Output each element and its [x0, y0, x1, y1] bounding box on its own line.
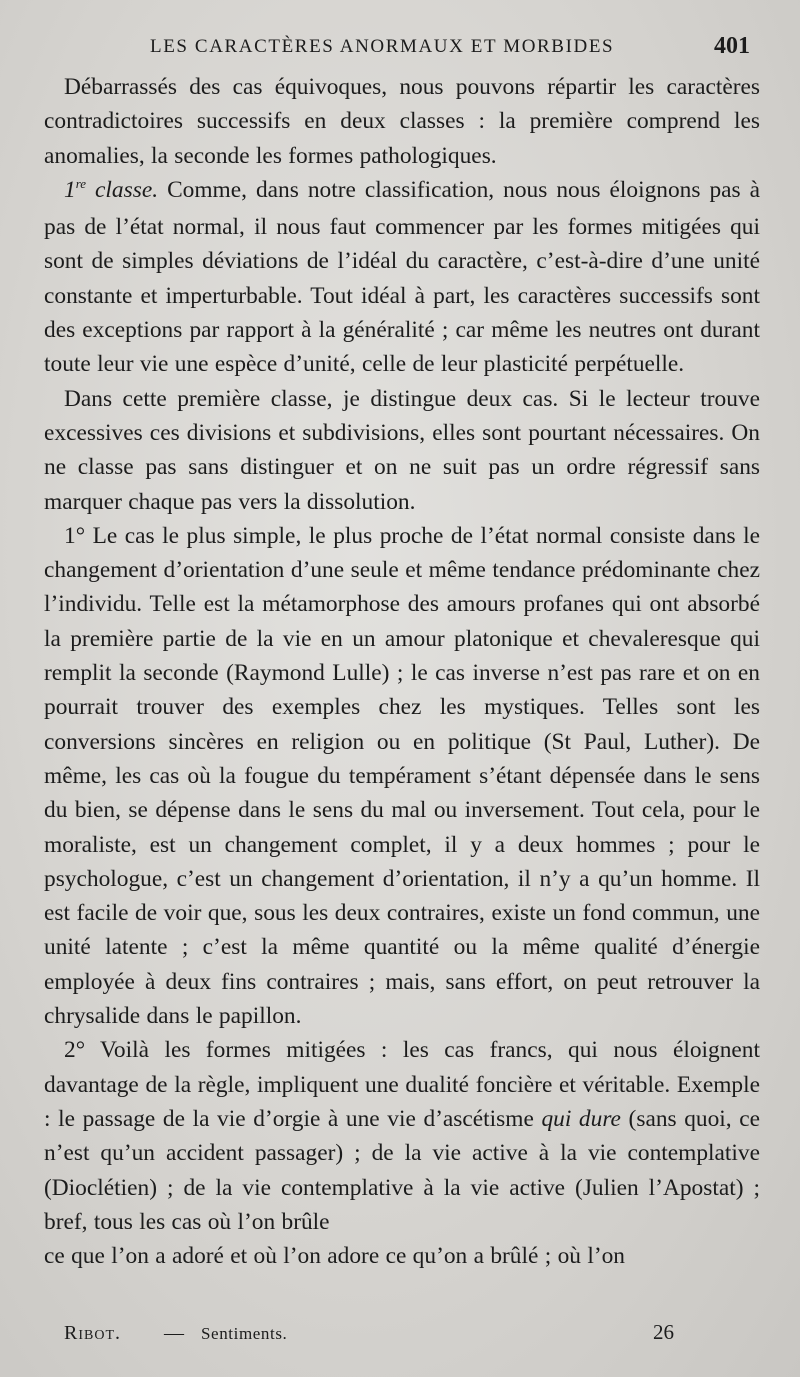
paragraph-intro: Débarrassés des cas équivoques, nous pouvons répartir les caractères contradictoires successifs en deux classes : la première comprend les anomalies, la seconde les formes pathologiques. [44, 74, 760, 169]
paragraph-case-one: 1° Le cas le plus simple, le plus proche de l’état normal consiste dans le changement d’orientation d’une seule et même tendance prédominante chez l’individu. Telle est la métamorphose des amours profanes qui ont absorbé la première partie de la vie en un amour platonique et chevaleresque qui remplit la seconde (Raymond Lulle) ; le cas inverse n’est pas rare et on en pourrait trouver des exemples chez les mystiques. Telles sont les conversions sincères en religion ou en politique (St Paul, Luther). De même, les cas où la fougue du tempérament s’étant dépensée dans le sens du bien, se dépense dans le sens du mal ou inversement. Tout cela, pour le moraliste, est un changement complet, il y a deux hommes ; pour le psychologue, c’est un changement d’orientation, il n’y a qu’un homme. Il est facile de voir que, sous les deux contraires, existe un fond commun, une unité latente ; c’est la même quantité ou la même qualité d’énergie employée à deux fins contraires ; mais, sans effort, on peut retrouver la chrysalide dans le papillon. [44, 522, 760, 1030]
paragraph-case-two [44, 1033, 760, 1273]
page-footer [64, 1322, 684, 1354]
paragraph-case-two-last-line: ce que l’on a adoré et où l’on adore ce qu’on a brûlé ; où l’on [44, 1243, 625, 1270]
body-text [44, 70, 760, 1273]
page-header [150, 34, 758, 64]
class-heading [64, 177, 158, 203]
page-number: 401 [714, 33, 750, 59]
paragraph-case-two-text-b: (sans quoi, ce n’est qu’un accident passager) ; de la vie active à la vie contemplative (Dioclétien) ; de la vie contemplative à la vie active (Julien l’Apostat) ; bref, tous les cas où l’on brûle [44, 1105, 761, 1235]
footer-separator: — [164, 1322, 184, 1344]
class-heading-word: classe. [86, 176, 159, 203]
class-heading-superscript: re [75, 175, 87, 191]
emphasis-qui-dure: qui dure [541, 1105, 621, 1132]
footer-book-title: Sentiments. [201, 1324, 288, 1343]
footer-signature-mark: 26 [653, 1320, 674, 1344]
class-heading-number: 1 [64, 176, 76, 203]
footer-author: Ribot. [64, 1322, 122, 1344]
paragraph-case-two-text-a: 2° Voilà les formes mitigées : les cas francs, qui nous éloignent davantage de la règle, impliquent une dualité foncière et véritable. Exemple : le passage de la vie d’orgie à une vie d’ascétisme [44, 1037, 760, 1132]
running-title: LES CARACTÈRES ANORMAUX ET MORBIDES [150, 36, 615, 57]
paragraph-first-class [44, 173, 760, 382]
paragraph-first-class-text: Comme, dans notre classification, nous nous éloignons pas à pas de l’état normal, il nous faut commencer par les formes mitigées qui sont de simples déviations de l’idéal du caractère, c’est-à-dire d’une unité constante et imperturbable. Tout idéal à part, les caractères successifs sont des exceptions par rapport à la généralité ; car même les neutres ont durant toute leur vie une espèce d’unité, celle de leur plasticité perpétuelle. [44, 176, 761, 378]
paragraph-two-cases: Dans cette première classe, je distingue deux cas. Si le lecteur trouve excessives ces divisions et subdivisions, elles sont pourtant nécessaires. On ne classe pas sans distinguer et on ne suit pas un ordre régressif sans marquer chaque pas vers la dissolution. [44, 385, 760, 515]
